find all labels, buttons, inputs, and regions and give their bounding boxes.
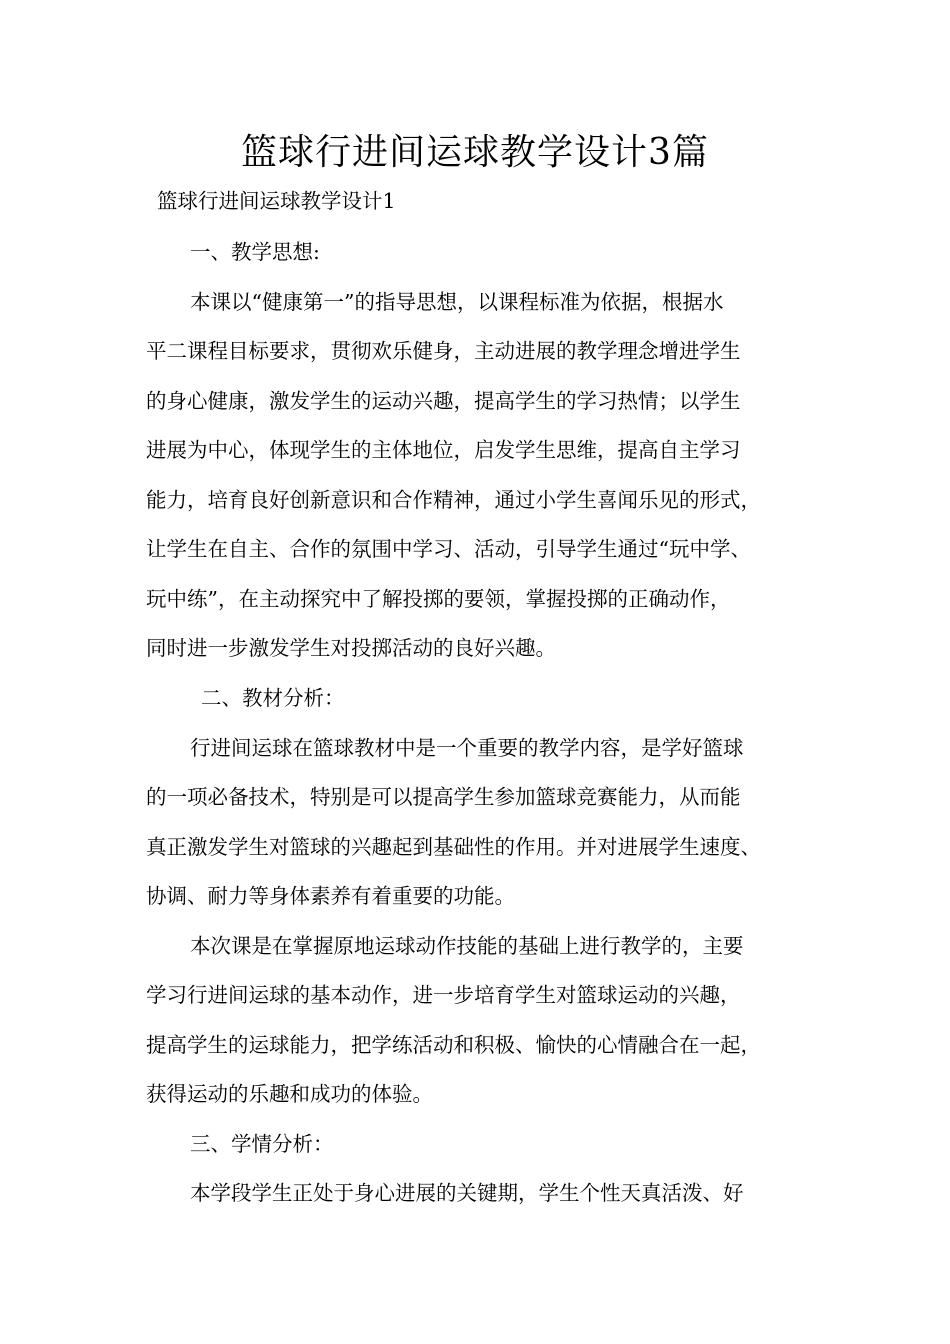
paragraph-line: 本学段学生正处于身心进展的关键期，学生个性天真活泼、好 (190, 1181, 744, 1205)
document-subtitle: 篮球行进间运球教学设计1 (157, 189, 396, 213)
paragraph-line: 获得运动的乐趣和成功的体验。 (146, 1082, 433, 1106)
paragraph-line: 的身心健康，激发学生的运动兴趣，提高学生的学习热情；以学生 (146, 389, 741, 413)
paragraph-line: 进展为中心，体现学生的主体地位，启发学生思维，提高自主学习 (146, 438, 741, 462)
paragraph-line: 提高学生的运球能力，把学练活动和积极、愉快的心情融合在一起， (146, 1033, 761, 1057)
paragraph-line: 让学生在自主、合作的氛围中学习、活动，引导学生通过“玩中学、 (146, 537, 751, 561)
paragraph-line: 本课以“健康第一”的指导思想，以课程标准为依据，根据水 (190, 290, 724, 314)
paragraph-line: 本次课是在掌握原地运球动作技能的基础上进行教学的，主要 (190, 934, 744, 958)
paragraph-line: 行进间运球在篮球教材中是一个重要的教学内容，是学好篮球 (190, 736, 744, 760)
paragraph-line: 协调、耐力等身体素养有着重要的功能。 (146, 884, 515, 908)
section-heading: 二、教材分析： (201, 686, 345, 710)
paragraph-line: 玩中练”，在主动探究中了解投掷的要领，掌握投掷的正确动作， (146, 587, 731, 611)
paragraph-line: 平二课程目标要求，贯彻欢乐健身，主动进展的教学理念增进学生 (146, 339, 741, 363)
paragraph-line: 学习行进间运球的基本动作，进一步培育学生对篮球运动的兴趣， (146, 983, 741, 1007)
paragraph-line: 真正激发学生对篮球的兴趣起到基础性的作用。并对进展学生速度、 (146, 835, 761, 859)
section-heading: 三、学情分析： (190, 1132, 334, 1156)
document-title: 篮球行进间运球教学设计3篇 (241, 132, 709, 173)
paragraph-line: 能力，培育良好创新意识和合作精神，通过小学生喜闻乐见的形式， (146, 488, 761, 512)
section-heading: 一、教学思想: (190, 240, 320, 264)
paragraph-line: 的一项必备技术，特别是可以提高学生参加篮球竞赛能力，从而能 (146, 785, 741, 809)
paragraph-line: 同时进一步激发学生对投掷活动的良好兴趣。 (146, 636, 556, 660)
